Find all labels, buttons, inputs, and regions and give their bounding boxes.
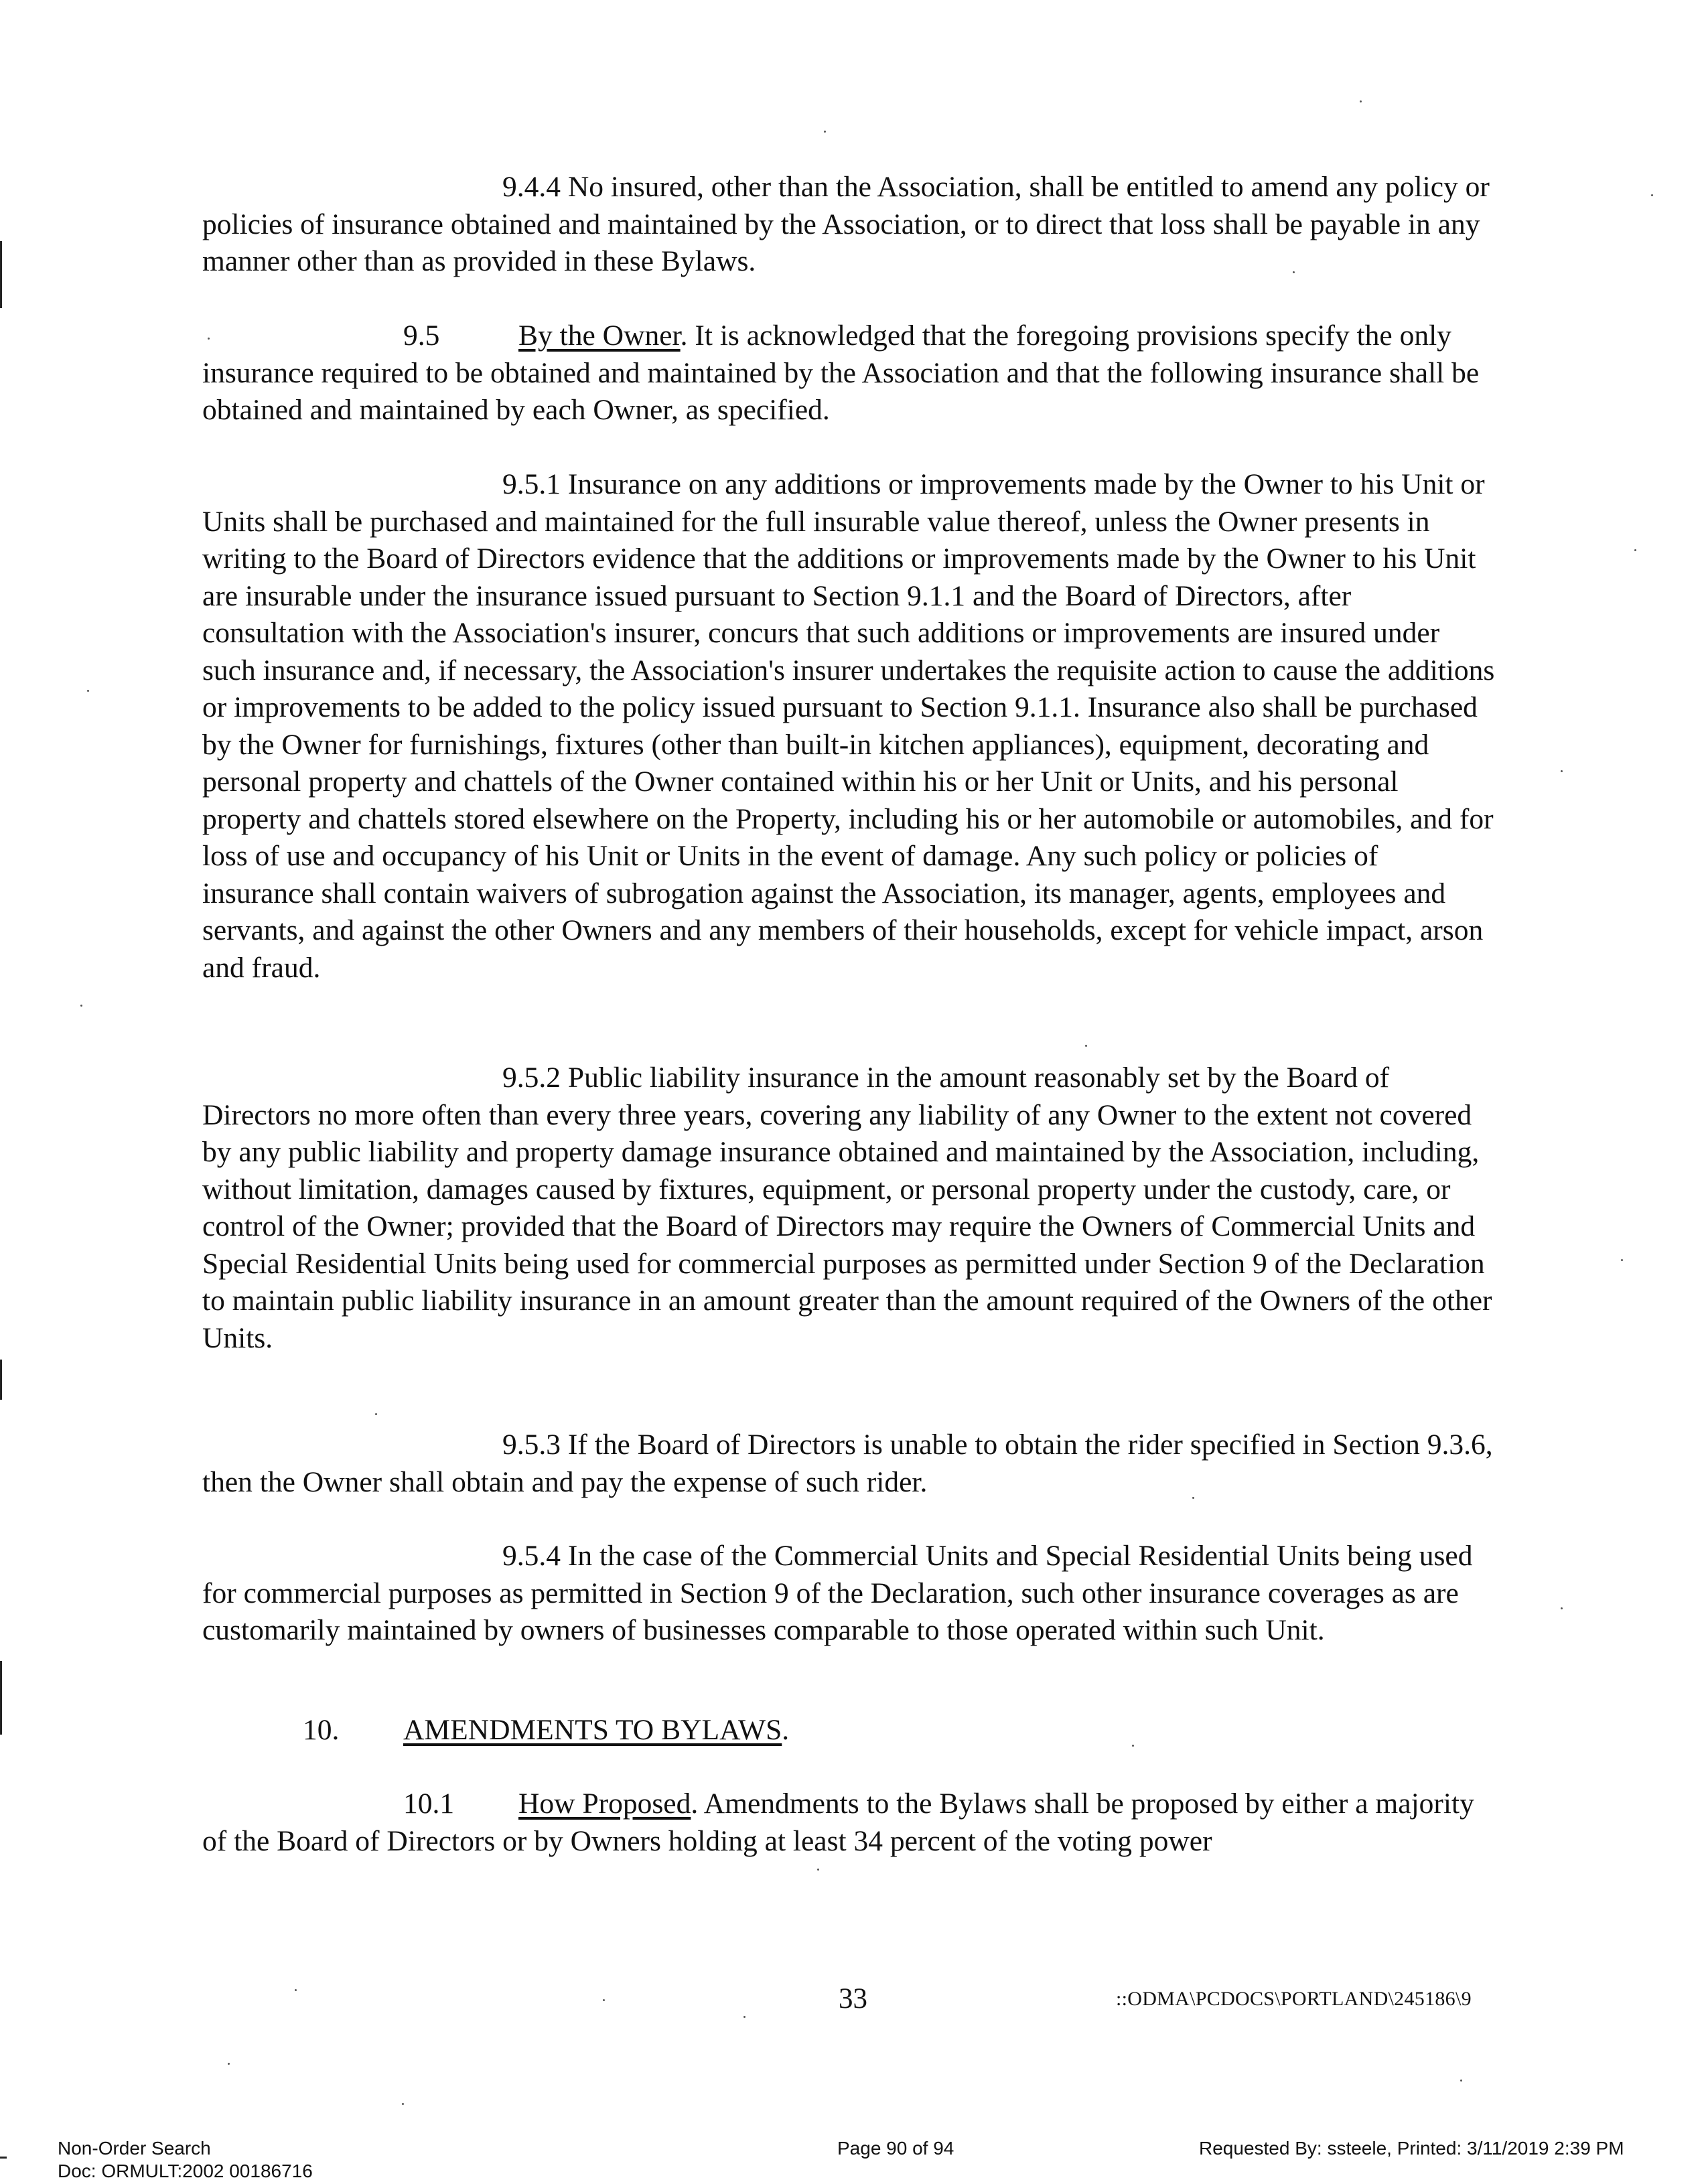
section-9-5 — [202, 317, 1495, 429]
scan-speck — [80, 1005, 82, 1007]
scan-speck — [1192, 1497, 1194, 1499]
footer-doc-id: Doc: ORMULT:2002 00186716 — [58, 2161, 313, 2181]
section-9-5-2 — [202, 1060, 1495, 1357]
scan-speck — [1621, 1259, 1623, 1261]
section-number: 10. — [303, 1714, 340, 1746]
scan-speck — [1460, 2080, 1462, 2082]
scan-speck — [1360, 100, 1362, 102]
section-number: 9.4.4 — [502, 171, 561, 203]
scan-speck — [743, 2016, 745, 2018]
section-number: 10.1 — [403, 1788, 455, 1820]
scan-speck — [1293, 271, 1295, 273]
scan-speck — [87, 690, 89, 692]
section-number: 9.5.2 — [502, 1062, 561, 1094]
section-title: By the Owner — [518, 319, 681, 352]
section-number: 9.5.4 — [502, 1540, 561, 1572]
scan-speck — [824, 131, 826, 133]
section-number: 9.5.3 — [502, 1429, 561, 1461]
footer-requested-by: Requested By: ssteele, Printed: 3/11/2019 2:39 PM — [1199, 2138, 1624, 2159]
section-text: . — [782, 1714, 790, 1746]
section-9-5-1 — [202, 466, 1495, 987]
section-number: 9.5.1 — [502, 468, 561, 500]
section-10-1 — [202, 1786, 1495, 1860]
scan-speck — [1085, 1045, 1087, 1047]
section-text: Public liability insurance in the amount reasonably set by the Board of Directors no more often than every three years, covering any liability of any Owner to the extent not covered by any public liability and property damage insurance obtained and maintained by the Association, including, without limitation, damages caused by fixtures, equipment, or personal property under the custody, care, or control of the Owner; provided that the Board of Directors may require the Owners of Commercial Units and Special Residential Units being used for commercial purposes as permitted under Section 9 of the Declaration to maintain public liability insurance in an amount greater than the amount required of the Owners of the other Units. — [202, 1062, 1492, 1354]
footer-search-type: Non-Order Search — [58, 2138, 211, 2159]
scan-speck — [1651, 194, 1653, 196]
section-text: Insurance on any additions or improvements made by the Owner to his Unit or Units shall be purchased and maintained for the full insurable value thereof, unless the Owner presents in writing to the Board of Directors evidence that the additions or improvements made by the Owner to his Unit are insurable under the insurance issued pursuant to Section 9.1.1 and the Board of Directors, after consultation with the Association's insurer, concurs that such additions or improvements are insured under such insurance and, if necessary, the Association's insurer undertakes the requisite action to cause the additions or improvements to be added to the policy issued pursuant to Section 9.1.1. Insurance also shall be purchased by the Owner for furnishings, fixtures (other than built-in kitchen appliances), equipment, decorating and personal property and chattels of the Owner contained within his or her Unit or Units, and his personal property and chattels stored elsewhere on the Property, including his or her automobile or automobiles, and for loss of use and occupancy of his Unit or Units in the event of damage. Any such policy or policies of insurance shall contain waivers of subrogation against the Association, its manager, agents, employees and servants, and against the other Owners and any members of their households, except for vehicle impact, arson and fraud. — [202, 468, 1495, 984]
scan-margin-mark — [0, 1661, 2, 1735]
section-text: . It is acknowledged that the foregoing provisions specify the only insurance required to be obtained and maintained by the Association and that the following insurance shall be obtained and maintained by each Owner, as specified. — [202, 319, 1480, 426]
section-text: No insured, other than the Association, shall be entitled to amend any policy or policies of insurance obtained and maintained by the Association, or to direct that loss shall be payable in any manner other than as provided in these Bylaws. — [202, 171, 1490, 277]
scan-margin-mark — [0, 1360, 2, 1400]
section-text: If the Board of Directors is unable to obtain the rider specified in Section 9.3.6, then the Owner shall obtain and pay the expense of such rider. — [202, 1429, 1493, 1498]
section-9-5-4 — [202, 1538, 1495, 1650]
scan-speck — [402, 2103, 404, 2105]
scan-speck — [228, 2063, 230, 2065]
section-text: . Amendments to the Bylaws shall be proposed by either a majority of the Board of Directors or by Owners holding at least 34 percent of the voting power — [202, 1788, 1474, 1857]
section-10-heading — [202, 1712, 1495, 1749]
scan-speck — [208, 338, 210, 340]
scan-speck — [1561, 770, 1563, 772]
section-number: 9.5 — [403, 319, 440, 352]
section-title: How Proposed — [518, 1788, 691, 1820]
scan-speck — [1132, 1745, 1134, 1747]
footer-page-count: Page 90 of 94 — [837, 2138, 954, 2159]
scan-speck — [603, 1999, 605, 2001]
scan-speck — [375, 1413, 377, 1415]
scan-margin-mark — [0, 241, 2, 308]
scan-margin-mark — [0, 2157, 7, 2159]
section-text: In the case of the Commercial Units and Special Residential Units being used for commercial purposes as permitted in Section 9 of the Declaration, such other insurance coverages as are customarily maintained by owners of businesses comparable to those operated within such Unit. — [202, 1540, 1473, 1646]
scan-speck — [295, 1989, 297, 1991]
scan-speck — [1634, 549, 1636, 551]
scan-speck — [817, 1869, 819, 1871]
page-number: 33 — [839, 1983, 867, 2015]
scan-speck — [1561, 1607, 1563, 1609]
section-title: AMENDMENTS TO BYLAWS — [403, 1714, 782, 1746]
document-path: ::ODMA\PCDOCS\PORTLAND\245186\9 — [1116, 1988, 1472, 2010]
section-9-5-3 — [202, 1427, 1495, 1501]
section-9-4-4 — [202, 169, 1495, 281]
